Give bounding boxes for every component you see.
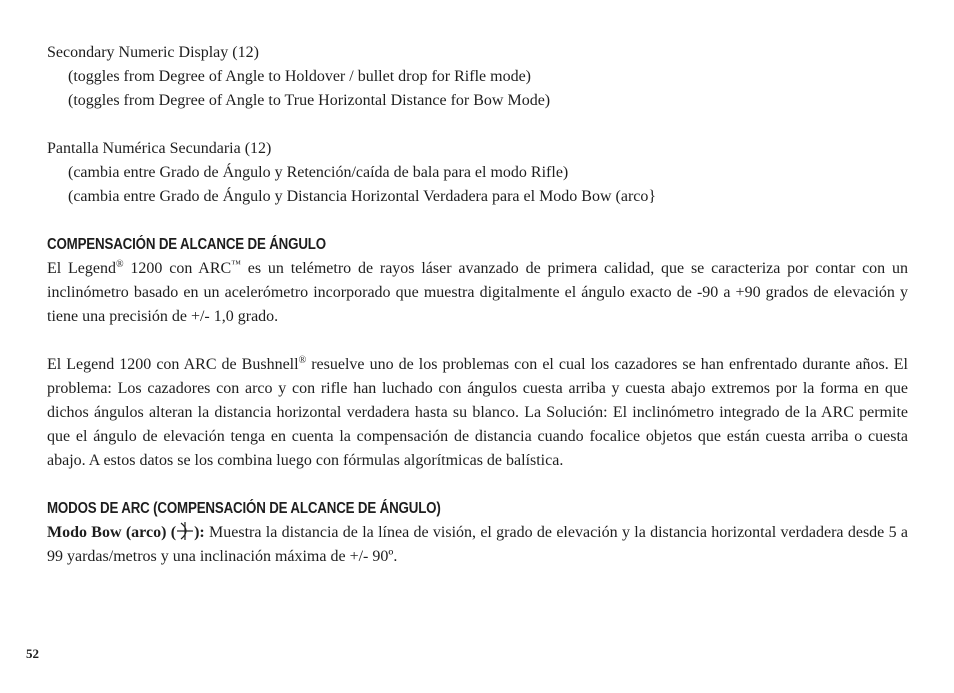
secondary-display-note-bow-en: (toggles from Degree of Angle to True Horizontal Distance for Bow Mode)	[68, 92, 551, 109]
paragraph-arc-intro: El Legend® 1200 con ARC™ es un telémetro de rayos láser avanzado de primera calidad, que se caracteriza por contar con un inclinómetro basado en un acelerómetro incorporado que muestra digitalmente el ángulo exacto de -90 a +90 grados de elevación y tiene una precisión de +/- 1,0 grado.	[47, 259, 908, 325]
manual-page	[47, 41, 908, 569]
secondary-display-note-rifle-es: (cambia entre Grado de Ángulo y Retención/caída de bala para el modo Rifle)	[68, 164, 569, 181]
section-heading-arc-modes: MODOS DE ARC (COMPENSACIÓN DE ALCANCE DE ÁNGULO)	[47, 500, 441, 517]
secondary-display-title-es: Pantalla Numérica Secundaria (12)	[47, 140, 272, 157]
bow-mode-label: Modo Bow (arco)	[47, 524, 167, 541]
page-number: 52	[26, 646, 39, 661]
paragraph-bow-mode: Modo Bow (arco) ( ): Muestra la distancia de la línea de visión, el grado de elevación y la distancia horizontal verdadera desde 5 a 99 yardas/metros y una inclinación máxima de +/- 90º.	[47, 521, 908, 569]
bow-icon	[176, 521, 194, 541]
paragraph-arc-problem-solution: El Legend 1200 con ARC de Bushnell® resuelve uno de los problemas con el cual los cazadores se han enfrentado durante años. El problema: Los cazadores con arco y con rifle han luchado con ángulos cuesta arriba y cuesta abajo extremos por la forma en que dichos ángulos alteran la distancia horizontal verdadera hasta su blanco. La Solución: El inclinómetro integrado de la ARC permite que el ángulo de elevación tenga en cuenta la compensación de distancia cuando focalice objetos que están cuesta arriba o cuesta abajo. A estos datos se los combina luego con fórmulas algorítmicas de balística.	[47, 355, 908, 469]
section-heading-arc: COMPENSACIÓN DE ALCANCE DE ÁNGULO	[47, 236, 326, 253]
secondary-display-note-rifle-en: (toggles from Degree of Angle to Holdover / bullet drop for Rifle mode)	[68, 68, 531, 85]
secondary-display-title-en: Secondary Numeric Display (12)	[47, 44, 259, 61]
secondary-display-note-bow-es: (cambia entre Grado de Ángulo y Distancia Horizontal Verdadera para el Modo Bow (arco}	[68, 188, 657, 205]
